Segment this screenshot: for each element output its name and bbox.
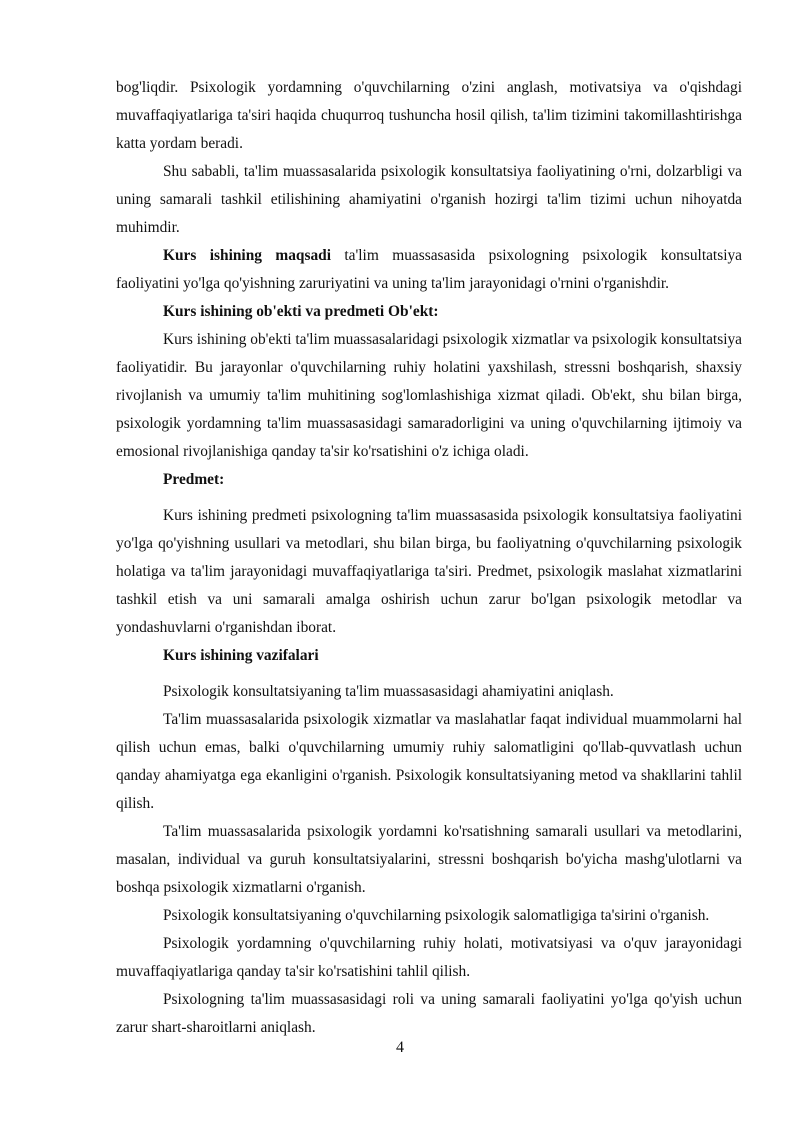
paragraph-object: Kurs ishining ob'ekti ta'lim muassasalaridagi psixologik xizmatlar va psixologik konsultatsiya faoliyatidir. Bu jarayonlar o'quvchilarning ruhiy holatini yaxshilash, stressni boshqarish, shaxsiy rivojlanish va umumiy ta'lim muhitining sog'lomlashishiga xizmat qiladi. Ob'ekt, shu bilan birga, psixologik yordamning ta'lim muassasasidagi samaradorligini va uning o'quvchilarning ijtimoiy va emosional rivojlanishiga qanday ta'sir ko'rsatishini o'z ichiga oladi. <box>116 331 742 460</box>
task-item-1: Psixologik konsultatsiyaning ta'lim muassasasidagi ahamiyatini aniqlash. <box>163 683 614 700</box>
task-item-4: Psixologik konsultatsiyaning o'quvchilarning psixologik salomatligiga ta'sirini o'rganish. <box>163 907 710 924</box>
goal-text: ta'lim muassasasida psixologning psixologik konsultatsiya faoliyatini yo'lga qo'yishning zaruriyatini va uning ta'lim jarayonidagi o'rnini o'rganishdir. <box>116 247 742 292</box>
task-item-3: Ta'lim muassasalarida psixologik yordamni ko'rsatishning samarali usullari va metodlarini, masalan, individual va guruh konsultatsiyalarini, stressni boshqarish bo'yicha mashg'ulotlarni va boshqa psixologik xizmatlarni o'rganish. <box>116 823 742 896</box>
heading-object-subject: Kurs ishining ob'ekti va predmeti Ob'ekt: <box>163 303 439 320</box>
heading-tasks: Kurs ishining vazifalari <box>163 647 319 664</box>
task-item-6: Psixologning ta'lim muassasasidagi roli va uning samarali faoliyatini yo'lga qo'yish uchun zarur shart-sharoitlarni aniqlash. <box>116 991 742 1036</box>
paragraph-subject: Kurs ishining predmeti psixologning ta'lim muassasasida psixologik konsultatsiya faoliyatini yo'lga qo'yishning usullari va metodlari, shu bilan birga, bu faoliyatning o'quvchilarning psixologik holatiga va ta'lim jarayonidagi muvaffaqiyatlariga ta'siri. Predmet, psixologik maslahat xizmatlarini tashkil etish va uni samarali amalga oshirish uchun zarur bo'lgan psixologik metodlar va yondashuvlarni o'rganishdan iborat. <box>116 507 742 636</box>
heading-subject: Predmet: <box>163 471 225 488</box>
page-number: 4 <box>396 1039 404 1056</box>
paragraph-continuation: bog'liqdir. Psixologik yordamning o'quvchilarning o'zini anglash, motivatsiya va o'qishdagi muvaffaqiyatlariga ta'siri haqida chuqurroq tushuncha hosil qilish, ta'lim tizimini takomillashtirishga katta yordam beradi. <box>116 79 742 152</box>
task-item-2: Ta'lim muassasalarida psixologik xizmatlar va maslahatlar faqat individual muammolarni hal qilish uchun emas, balki o'quvchilarning umumiy ruhiy salomatligini qo'llab-quvvatlash uchun qanday ahamiyatga ega ekanligini o'rganish. Psixologik konsultatsiyaning metod va shakllarini tahlil qilish. <box>116 711 742 812</box>
goal-heading: Kurs ishining maqsadi <box>163 247 331 264</box>
paragraph-relevance: Shu sababli, ta'lim muassasalarida psixologik konsultatsiya faoliyatining o'rni, dolzarbligi va uning samarali tashkil etilishining ahamiyatini o'rganish hozirgi ta'lim tizimi uchun nihoyatda muhimdir. <box>116 163 742 236</box>
task-item-5: Psixologik yordamning o'quvchilarning ruhiy holati, motivatsiyasi va o'quv jarayonidagi muvaffaqiyatlariga qanday ta'sir ko'rsatishini tahlil qilish. <box>116 935 742 980</box>
paragraph-goal <box>116 242 742 298</box>
page-body <box>116 74 742 1042</box>
